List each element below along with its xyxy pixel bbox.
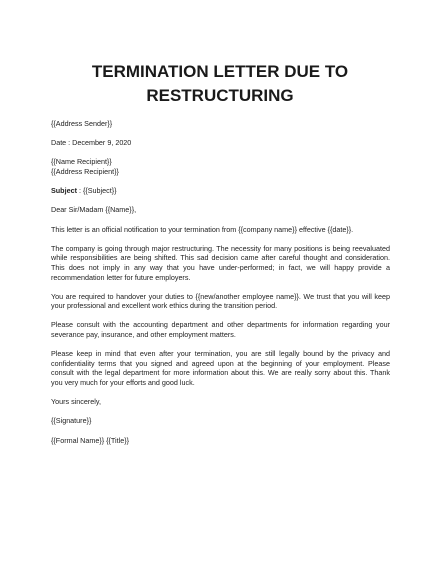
formal-name: {{Formal Name}} {{Title}} — [51, 435, 130, 445]
signature: {{Signature}} — [51, 416, 92, 426]
subject-label: Subject — [51, 186, 77, 196]
address-sender: {{Address Sender}} — [51, 119, 113, 128]
subject-value: : {{Subject}} — [76, 186, 117, 196]
paragraph-3: You are required to handover your duties to {{new/another employee name}}. We trust that you will keep your professional and excellent work ethics during the transition period. — [51, 291, 390, 311]
salutation: Dear Sir/Madam {{Name}}, — [51, 205, 137, 215]
paragraph-4: Please consult with the accounting department and other departments for information regarding your severance pay, insurance, and other employment matters. — [51, 320, 390, 340]
closing: Yours sincerely, — [51, 397, 101, 407]
letter-title — [0, 60, 440, 108]
letter-body — [51, 119, 390, 445]
paragraph-1: This letter is an official notification to your termination from {{company name}} effective {{date}}. — [51, 224, 354, 234]
name-recipient: {{Name Recipient}} — [51, 157, 112, 167]
paragraph-2: The company is going through major restructuring. The necessity for many positions is being reevaluated while responsibilities are being shifted. This sad decision came after careful thought and consideration. This does not imply in any way that you have under-performed; in fact, we will happy provide a recommendation letter for future employers. — [51, 243, 390, 282]
subject-line — [51, 186, 390, 196]
date-line: Date : December 9, 2020 — [51, 138, 132, 148]
title-line-2: RESTRUCTURING — [146, 86, 294, 105]
paragraph-5: Please keep in mind that even after your termination, you are still legally bound by the privacy and confidentiality terms that you signed and agreed upon at the beginning of your employment. Please consult with the legal department for more information about this. We are really sorry about this. Thank you very much for your efforts and good luck. — [51, 349, 390, 388]
title-line-1: TERMINATION LETTER DUE TO — [91, 62, 349, 81]
address-recipient: {{Address Recipient}} — [51, 166, 119, 176]
